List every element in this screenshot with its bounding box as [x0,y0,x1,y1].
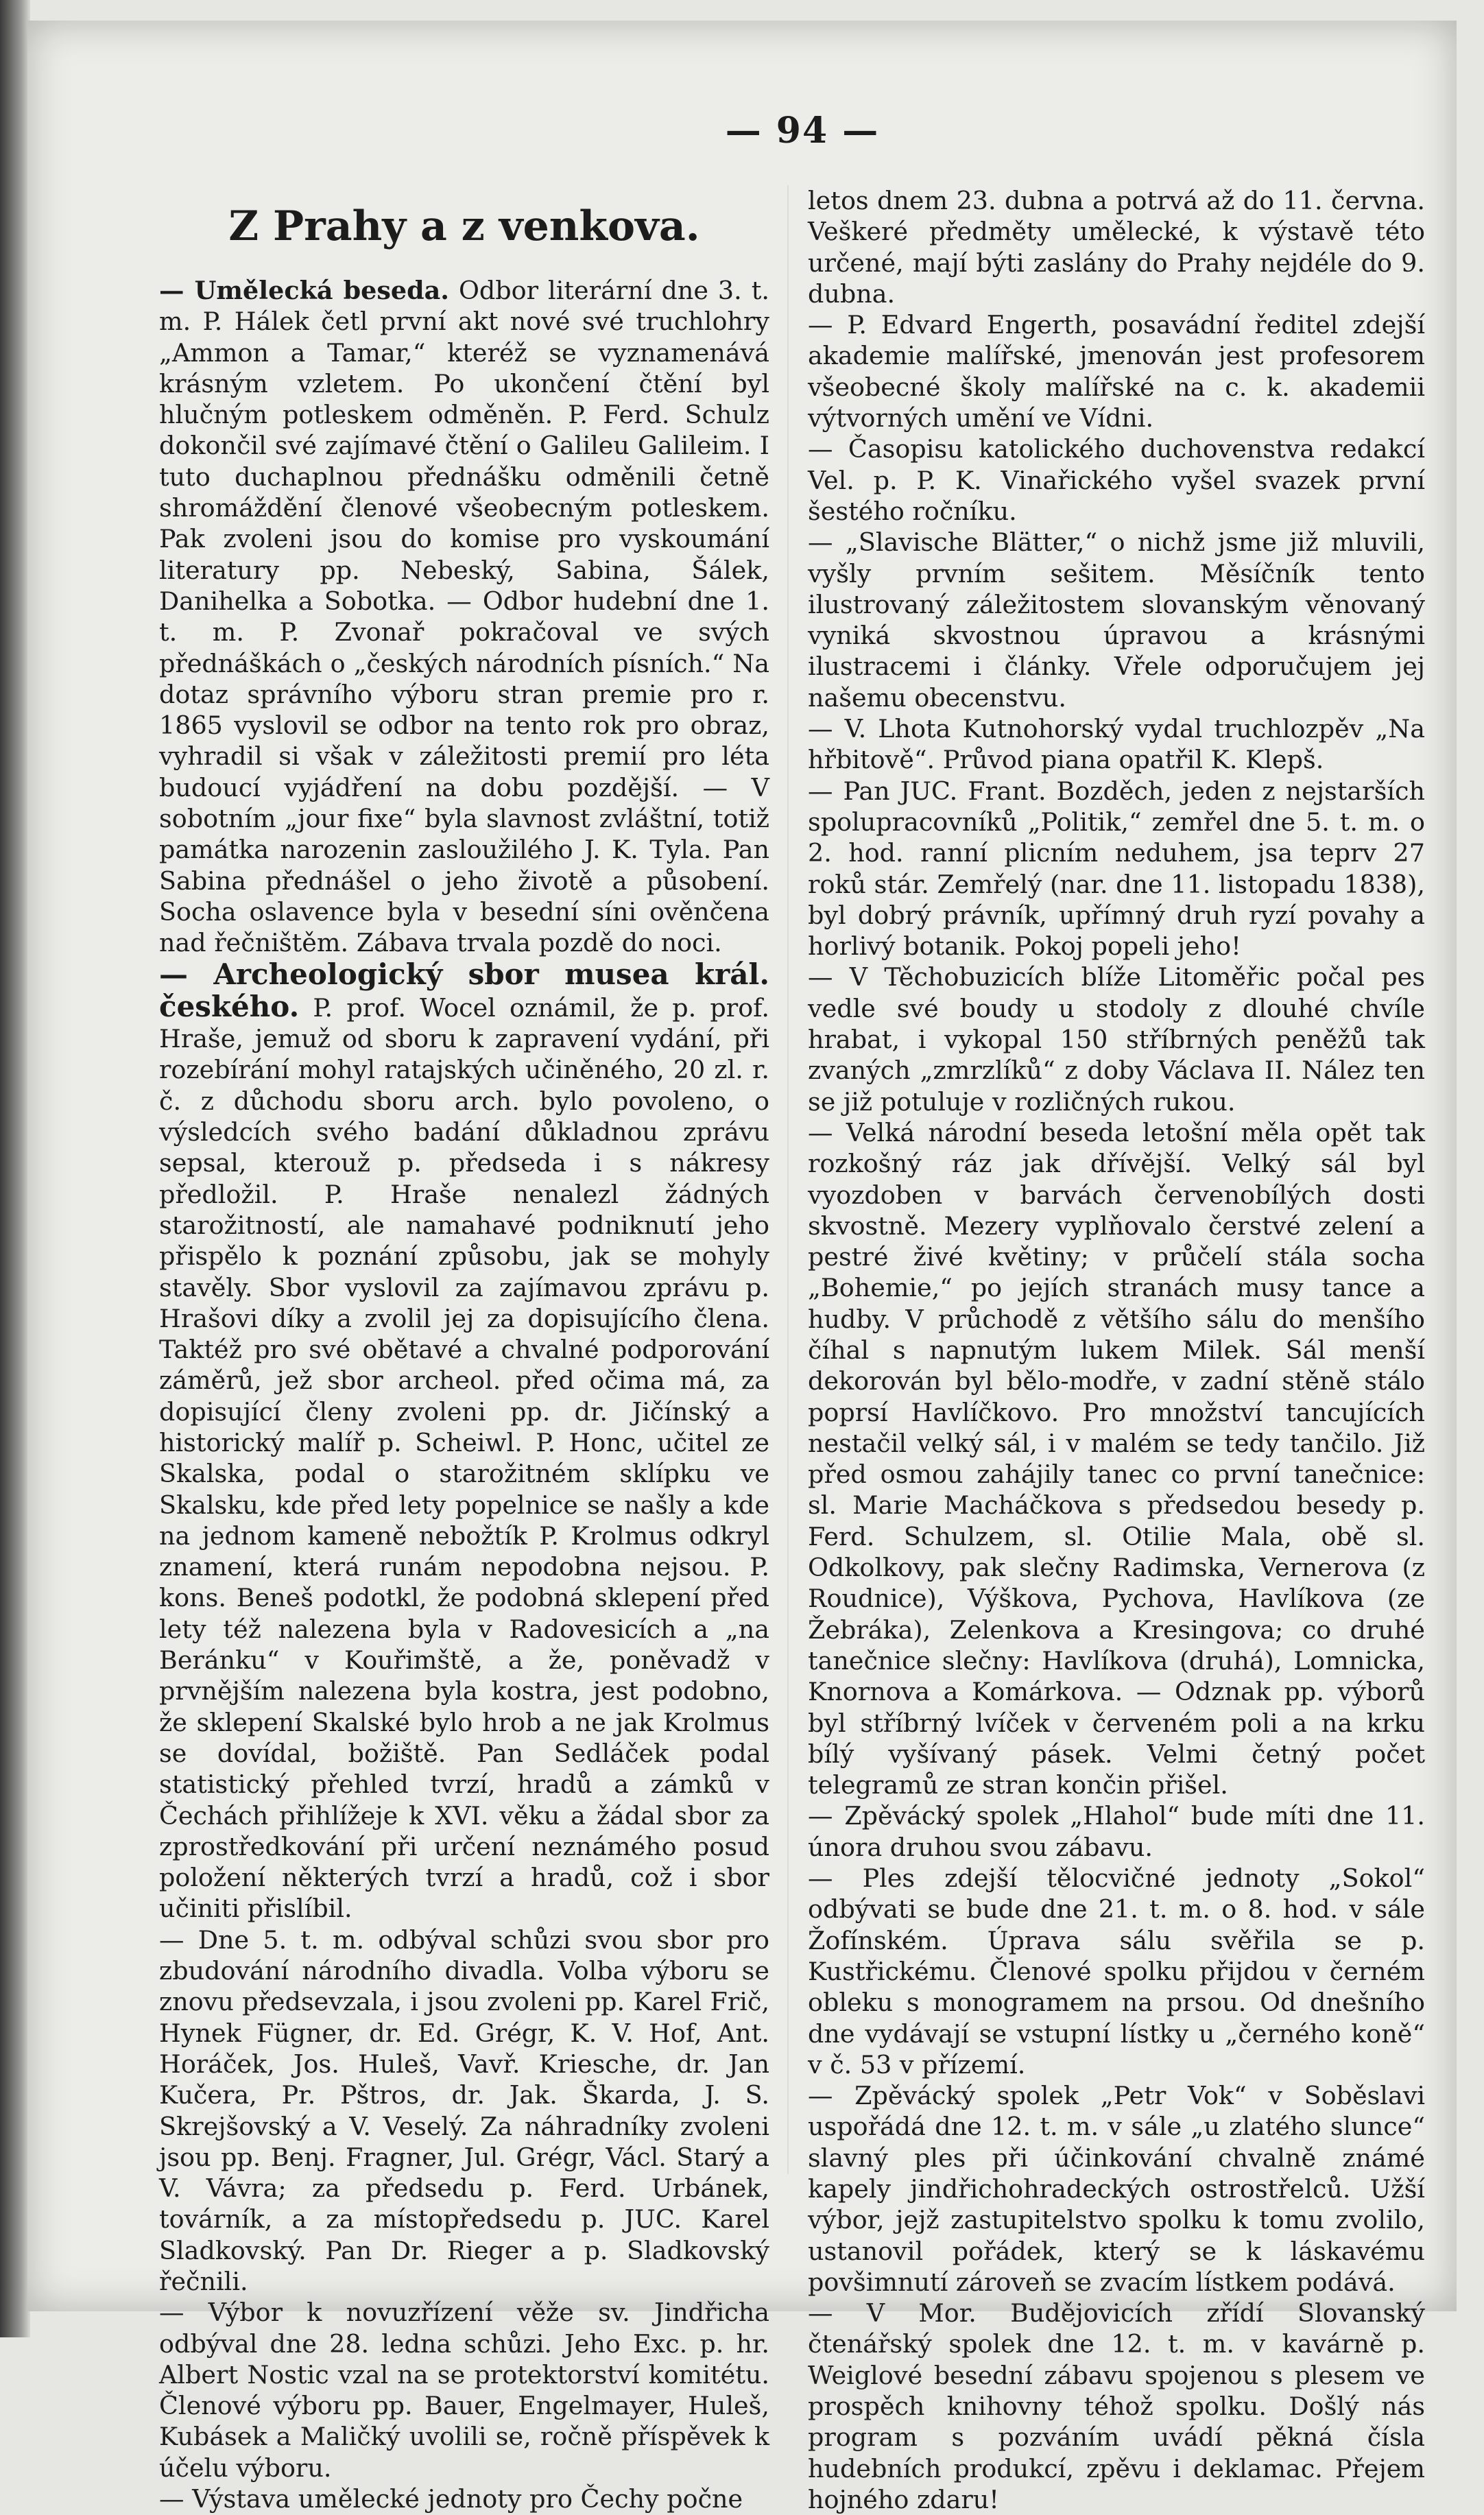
article-techobuzice [808,962,1425,1117]
article-text: — Velká národní beseda letošní měla opět tak rozkošný ráz jak dřívější. Velký sál byl vyozdoben v barvách červenobílých dosti skvostně. Mezery vyplňovalo čerstvé zelení a pestré živé květiny; v průčelí stála socha „Bohemie,“ po jejích stranách musy tance a hudby. V průchodě z většího sálu do menšího číhal s napnutým lukem Milek. Sál menší dekorován byl bělo-modře, v zadní stěně stálo poprsí Havlíčkovo. Pro množství tancujících nestačil velký sál, i v malém se tedy tančilo. Již před osmou zahájily tanec co první tanečnice: sl. Marie Macháčkova s předsedou besedy p. Ferd. Schulzem, sl. Otilie Mala, obě sl. Odkolkovy, pak slečny Radimska, Vernerova (z Roudnice), Výškova, Pychova, Havlíkova (ze Žebráka), Zelenkova a Kresingova; co druhé tanečnice slečny: Havlíkova (druhá), Lomnicka, Knornova a Komárkova. — Odznak pp. výborů byl stříbrný lvíček v červeném poli a na krku bílý vyšívaný pásek. Velmi četný počet telegramů ze stran končin přišel. [808,1117,1425,1800]
article-casopis [808,433,1425,527]
article-text: — V. Lhota Kutnohorský vydal truchlozpěv „Na hřbitově“. Průvod piana opatřil K. Klepš. [808,714,1425,775]
section-title: Z Prahy a z venkova. [228,202,700,250]
article-narodni-divadlo [159,1924,769,2298]
page-number: — 94 — [725,110,880,152]
article-petr-vok [808,2080,1425,2298]
right-column [808,185,1425,2515]
article-sokol [808,1863,1425,2080]
article-mor-budejovice [808,2298,1425,2515]
left-column [159,175,769,2514]
article-bozdech [808,776,1425,962]
article-vystava-cont [808,185,1425,309]
article-text: — V Těchobuzicích blíže Litoměřic počal pes vedle své boudy u stodoly z dlouhé chvíle hrabat, i vykopal 150 stříbrných peněžů tak zvaných „zmrzlíků“ z doby Václava II. Nález ten se již potuluje v rozličných rukou. [808,962,1425,1117]
column-divider [787,185,789,2174]
article-text: — Výstava umělecké jednoty pro Čechy počne [159,2484,743,2514]
page-edge-shadow [0,0,30,2337]
article-text: — Dne 5. t. m. odbýval schůzi svou sbor pro zbudování národního divadla. Volba výboru se znovu předsevzala, i jsou zvoleni pp. Karel Frič, Hynek Fügner, dr. Ed. Grégr, K. V. Hof, Ant. Horáček, Jos. Huleš, Vavř. Kriesche, dr. Jan Kučera, Pr. Pštros, dr. Jak. Škarda, J. S. Skrejšovský a V. Veselý. Za náhradníky zvoleni jsou pp. Benj. Fragner, Jul. Grégr, Václ. Starý a V. Vávra; za předsedu p. Ferd. Urbánek, továrník, a za místopředsedu p. JUC. Karel Sladkovský. Pan Dr. Rieger a p. Sladkovský řečnili. [159,1924,769,2296]
article-lead: — Umělecká beseda. [159,276,449,305]
article-text: — P. Edvard Engerth, posavádní ředitel zdejší akademie malířské, jmenován jest profesorem všeobecné školy malířské na c. k. akademii výtvorných umění ve Vídni. [808,310,1425,433]
article-text: letos dnem 23. dubna a potrvá až do 11. června. Veškeré předměty umělecké, k výstavě této určené, mají býti zaslány do Prahy nejdéle do 9. dubna. [808,186,1425,309]
article-lhota [808,713,1425,776]
article-vez-sv-jindricha [159,2297,769,2483]
article-text: — „Slavische Blätter,“ o nichž jsme již mluvili, vyšly prvním sešitem. Měsíčník tento ilustrovaný záležitostem slovanským věnovaný vyniká skvostnou úpravou a krásnými ilustracemi i články. Vřele odporučujem jej našemu obecenstvu. [808,527,1425,713]
article-text: — Ples zdejší tělocvičné jednoty „Sokol“ odbývati se bude dne 21. t. m. o 8. hod. v sále Žofínském. Úprava sálu svěřila se p. Kustřickému. Členové spolku přijdou v černém obleku s monogramem na prsou. Od dnešního dne vydávají se vstupní lístky u „černého koně“ v č. 53 v přízemí. [808,1863,1425,2079]
article-text: — Zpěvácký spolek „Hlahol“ bude míti dne 11. února druhou svou zábavu. [808,1801,1425,1862]
article-narodni-beseda [808,1117,1425,1801]
article-text: — Zpěvácký spolek „Petr Vok“ v Soběslavi uspořádá dne 12. t. m. v sále „u zlatého slunce“ slavný ples při účinkování chvalně známé kapely jindřichohradeckých ostrostřelců. Užší výbor, jejž zastupitelstvo spolku k tomu zvolilo, ustanovil pořádek, který se k láskavému povšimnutí zároveň se zvacím lístkem podává. [808,2081,1425,2297]
article-archeologicky-sbor [159,959,769,1924]
article-slavische-blatter [808,527,1425,713]
article-lead: — Archeologický sbor musea král. českého. [159,957,769,1023]
article-umelecka-beseda [159,275,769,959]
article-text: Odbor literární dne 3. t. m. P. Hálek četl první akt nové své truchlohry „Ammon a Tamar,“ kteréž se vyznamenává krásným vzletem. Po ukončení čtění byl hlučným potleskem odměněn. P. Ferd. Schulz dokončil své zajímavé čtění o Galileu Galileim. I tuto duchaplnou přednášku odměnili četně shromáždění členové všeobecným potleskem. Pak zvoleni jsou do komise pro vyskoumání literatury pp. Nebeský, Sabina, Šálek, Danihelka a Sobotka. — Odbor hudební dne 1. t. m. P. Zvonař pokračoval ve svých přednáškách o „českých národních písních.“ Na dotaz správního výboru stran premie pro r. 1865 vyslovil se odbor na tento rok pro obraz, vyhradil si však v záležitosti premií pro léta budoucí vyjádření na dobu pozdější. — V sobotním „jour fixe“ byla slavnost zvláštní, totiž památka narozenin zasloužilého J. K. Tyla. Pan Sabina přednášel o jeho životě a působení. Socha oslavence byla v besední síni ověnčena nad řečništěm. Zábava trvala pozdě do noci. [159,276,769,958]
article-text: — Pan JUC. Frant. Bozděch, jeden z nejstarších spolupracovníků „Politik,“ zemřel dne 5. t. m. o 2. hod. ranní plicním neduhem, jsa teprv 27 roků stár. Zemřelý (nar. dne 11. listopadu 1838), byl dobrý právník, upřímný druh ryzí povahy a horlivý botanik. Pokoj popeli jeho! [808,776,1425,962]
article-text: — Výbor k novuzřízení věže sv. Jindřicha odbýval dne 28. ledna schůzi. Jeho Exc. p. hr. Albert Nostic vzal na se protektorství komitétu. Členové výboru pp. Bauer, Engelmayer, Huleš, Kubásek a Maličký uvolili se, ročně příspěvek k účelu výboru. [159,2298,769,2483]
article-text: — V Mor. Budějovicích zřídí Slovanský čtenářský spolek dne 12. t. m. v kavárně p. Weiglové besední zábavu spojenou s plesem ve prospěch knihovny téhož spolku. Došlý nás program s pozváním uvádí pěkná čísla hudebních produkcí, zpěvu i deklamac. Přejem hojného zdaru! [808,2298,1425,2514]
article-text: — Časopisu katolického duchovenstva redakcí Vel. p. P. K. Vinařického vyšel svazek první šestého ročníku. [808,434,1425,526]
article-hlahol [808,1800,1425,1863]
article-vystava-start [159,2483,769,2514]
article-engerth [808,309,1425,433]
article-text: P. prof. Wocel oznámil, že p. prof. Hraše, jemuž od sboru k zapravení vydání, při rozebírání mohyl ratajských učiněného, 20 zl. r. č. z důchodu sboru arch. bylo povoleno, o výsledcích svého badání důkladnou zprávu sepsal, kterouž p. předseda i s nákresy předložil. P. Hraše nenalezl žádných starožitností, ale namahavé podniknutí jeho přispělo k poznání způsobu, jak se mohyly stavěly. Sbor vyslovil za zajímavou zprávu p. Hrašovi díky a zvolil jej za dopisujícího člena. Taktéž pro své obětavé a chvalné podporování záměrů, jež sbor archeol. před očima má, za dopisující členy zvoleni pp. dr. Jičínský a historický malíř p. Scheiwl. P. Honc, učitel ze Skalska, podal o starožitném sklípku ve Skalsku, kde před lety popelnice se našly a kde na jednom kameně nebožtík P. Krolmus odkryl znamení, která runám nepodobna nejsou. P. kons. Beneš podotkl, že podobná sklepení před lety též nalezena byla v Radovesicích a „na Beránku“ v Kouřimště, a že, poněvadž v prvnějším nalezena byla kostra, jest podobno, že sklepení Skalské bylo hrob a ne jak Krolmus se dovídal, božiště. Pan Sedláček podal statistický přehled tvrzí, hradů a zámků v Čechách přihlížeje k XVI. věku a žádal sbor za zprostředkování při určení neznámého posud položení některých tvrzí a hradů, což i sbor učiniti přislíbil. [159,992,769,1924]
